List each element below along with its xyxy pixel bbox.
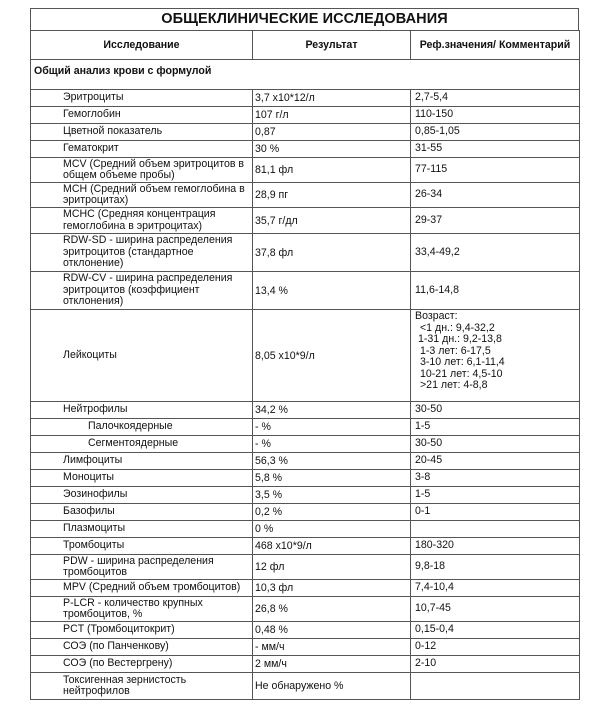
ref-line: 1-31 дн.: 9,2-13,8 bbox=[418, 333, 502, 345]
test-ref: 2,7-5,4 bbox=[411, 90, 580, 107]
test-result: 5,8 % bbox=[253, 470, 411, 487]
test-ref: 2-10 bbox=[411, 656, 580, 673]
test-ref: 7,4-10,4 bbox=[411, 580, 580, 597]
test-ref: 33,4-49,2 bbox=[411, 234, 580, 272]
test-result: 37,8 фл bbox=[253, 234, 411, 272]
test-name: Лейкоциты bbox=[31, 310, 253, 402]
test-result: 28,9 пг bbox=[253, 183, 411, 208]
table-row bbox=[31, 521, 580, 538]
header-result: Результат bbox=[253, 31, 411, 60]
table-row bbox=[31, 183, 580, 208]
table-row bbox=[31, 124, 580, 141]
test-result: - % bbox=[253, 436, 411, 453]
test-result: 3,7 x10*12/л bbox=[253, 90, 411, 107]
test-name: Цветной показатель bbox=[31, 124, 253, 141]
test-name: MCH (Средний объем гемоглобина в эритроцитах) bbox=[31, 183, 253, 208]
ref-line: 3-10 лет: 6,1-11,4 bbox=[420, 356, 505, 368]
test-result: - % bbox=[253, 419, 411, 436]
lab-report bbox=[30, 8, 579, 700]
test-result: 35,7 г/дл bbox=[253, 208, 411, 234]
test-name: Плазмоциты bbox=[31, 521, 253, 538]
test-result: 34,2 % bbox=[253, 402, 411, 419]
table-row bbox=[31, 673, 580, 700]
ref-line: Возраст: bbox=[415, 310, 458, 322]
test-result: 10,3 фл bbox=[253, 580, 411, 597]
test-name: RDW-SD - ширина распределения эритроцитов (стандартное отклонение) bbox=[31, 234, 253, 272]
table-row bbox=[31, 622, 580, 639]
table-row bbox=[31, 656, 580, 673]
test-ref: 1-5 bbox=[411, 487, 580, 504]
test-name: Сегментоядерные bbox=[31, 436, 253, 453]
test-name: Гемоглобин bbox=[31, 107, 253, 124]
table-row bbox=[31, 107, 580, 124]
table-row bbox=[31, 580, 580, 597]
ref-line: <1 дн.: 9,4-32,2 bbox=[420, 321, 495, 334]
section-row bbox=[31, 60, 580, 90]
table-row bbox=[31, 538, 580, 555]
test-result: 3,5 % bbox=[253, 487, 411, 504]
table-row bbox=[31, 597, 580, 622]
test-name: P-LCR - количество крупных тромбоцитов, % bbox=[31, 597, 253, 622]
test-ref: 3-8 bbox=[411, 470, 580, 487]
test-name: СОЭ (по Вестергрену) bbox=[31, 656, 253, 673]
test-name: PDW - ширина распределения тромбоцитов bbox=[31, 555, 253, 580]
table-row bbox=[31, 639, 580, 656]
test-name: Моноциты bbox=[31, 470, 253, 487]
test-ref: 0,15-0,4 bbox=[411, 622, 580, 639]
test-name: Палочкоядерные bbox=[31, 419, 253, 436]
test-result: 26,8 % bbox=[253, 597, 411, 622]
test-ref: 26-34 bbox=[411, 183, 580, 208]
test-result: - мм/ч bbox=[253, 639, 411, 656]
test-name: СОЭ (по Панченкову) bbox=[31, 639, 253, 656]
test-ref: 180-320 bbox=[411, 538, 580, 555]
test-ref: 0,85-1,05 bbox=[411, 124, 580, 141]
header-test: Исследование bbox=[31, 31, 253, 60]
table-row bbox=[31, 158, 580, 183]
table-row bbox=[31, 141, 580, 158]
report-title: ОБЩЕКЛИНИЧЕСКИЕ ИССЛЕДОВАНИЯ bbox=[30, 8, 579, 30]
test-ref: 29-37 bbox=[411, 208, 580, 234]
test-result: 0,48 % bbox=[253, 622, 411, 639]
test-ref: 10,7-45 bbox=[411, 597, 580, 622]
test-name: MPV (Средний объем тромбоцитов) bbox=[31, 580, 253, 597]
test-ref: 110-150 bbox=[411, 107, 580, 124]
test-ref: 0-12 bbox=[411, 639, 580, 656]
table-row bbox=[31, 90, 580, 107]
ref-line: 1-3 лет: 6-17,5 bbox=[420, 344, 491, 357]
test-name: Тромбоциты bbox=[31, 538, 253, 555]
test-result: 468 x10*9/л bbox=[253, 538, 411, 555]
test-name: Базофилы bbox=[31, 504, 253, 521]
test-ref: 9,8-18 bbox=[411, 555, 580, 580]
test-ref: 20-45 bbox=[411, 453, 580, 470]
table-row bbox=[31, 504, 580, 521]
test-name: MCV (Средний объем эритроцитов в общем объеме пробы) bbox=[31, 158, 253, 183]
section-title: Общий анализ крови с формулой bbox=[31, 60, 580, 90]
test-name: PCT (Тромбоцитокрит) bbox=[31, 622, 253, 639]
results-table bbox=[30, 30, 580, 700]
test-ref bbox=[411, 673, 580, 700]
test-name: Лимфоциты bbox=[31, 453, 253, 470]
test-result: 107 г/л bbox=[253, 107, 411, 124]
table-row bbox=[31, 208, 580, 234]
test-ref: 30-50 bbox=[411, 436, 580, 453]
table-row bbox=[31, 436, 580, 453]
test-name: Гематокрит bbox=[31, 141, 253, 158]
header-ref: Реф.значения/ Комментарий bbox=[411, 31, 580, 60]
table-row bbox=[31, 487, 580, 504]
test-result: 12 фл bbox=[253, 555, 411, 580]
test-ref: 77-115 bbox=[411, 158, 580, 183]
table-row bbox=[31, 470, 580, 487]
test-ref-multiline bbox=[411, 310, 580, 402]
test-result: 56,3 % bbox=[253, 453, 411, 470]
test-name: Эритроциты bbox=[31, 90, 253, 107]
test-result: 81,1 фл bbox=[253, 158, 411, 183]
test-name: RDW-CV - ширина распределения эритроцитов (коэффициент отклонения) bbox=[31, 272, 253, 310]
table-row bbox=[31, 453, 580, 470]
table-row bbox=[31, 555, 580, 580]
test-result: 0,87 bbox=[253, 124, 411, 141]
test-result: 2 мм/ч bbox=[253, 656, 411, 673]
test-result: 8,05 x10*9/л bbox=[253, 310, 411, 402]
test-ref: 30-50 bbox=[411, 402, 580, 419]
table-row bbox=[31, 402, 580, 419]
test-ref bbox=[411, 521, 580, 538]
test-name: Эозинофилы bbox=[31, 487, 253, 504]
test-ref: 0-1 bbox=[411, 504, 580, 521]
ref-line: 10-21 лет: 4,5-10 bbox=[420, 367, 503, 380]
test-ref: 11,6-14,8 bbox=[411, 272, 580, 310]
test-name: Нейтрофилы bbox=[31, 402, 253, 419]
test-ref: 1-5 bbox=[411, 419, 580, 436]
test-name: Токсигенная зернистость нейтрофилов bbox=[31, 673, 253, 700]
test-result: 30 % bbox=[253, 141, 411, 158]
test-ref: 31-55 bbox=[411, 141, 580, 158]
table-row bbox=[31, 310, 580, 402]
table-row bbox=[31, 234, 580, 272]
test-result: 0,2 % bbox=[253, 504, 411, 521]
test-result: Не обнаружено % bbox=[253, 673, 411, 700]
test-result: 0 % bbox=[253, 521, 411, 538]
table-row bbox=[31, 272, 580, 310]
ref-line: >21 лет: 4-8,8 bbox=[420, 379, 488, 391]
table-row bbox=[31, 419, 580, 436]
header-row bbox=[31, 31, 580, 60]
test-name: MCHC (Средняя концентрация гемоглобина в эритроцитах) bbox=[31, 208, 253, 234]
test-result: 13,4 % bbox=[253, 272, 411, 310]
